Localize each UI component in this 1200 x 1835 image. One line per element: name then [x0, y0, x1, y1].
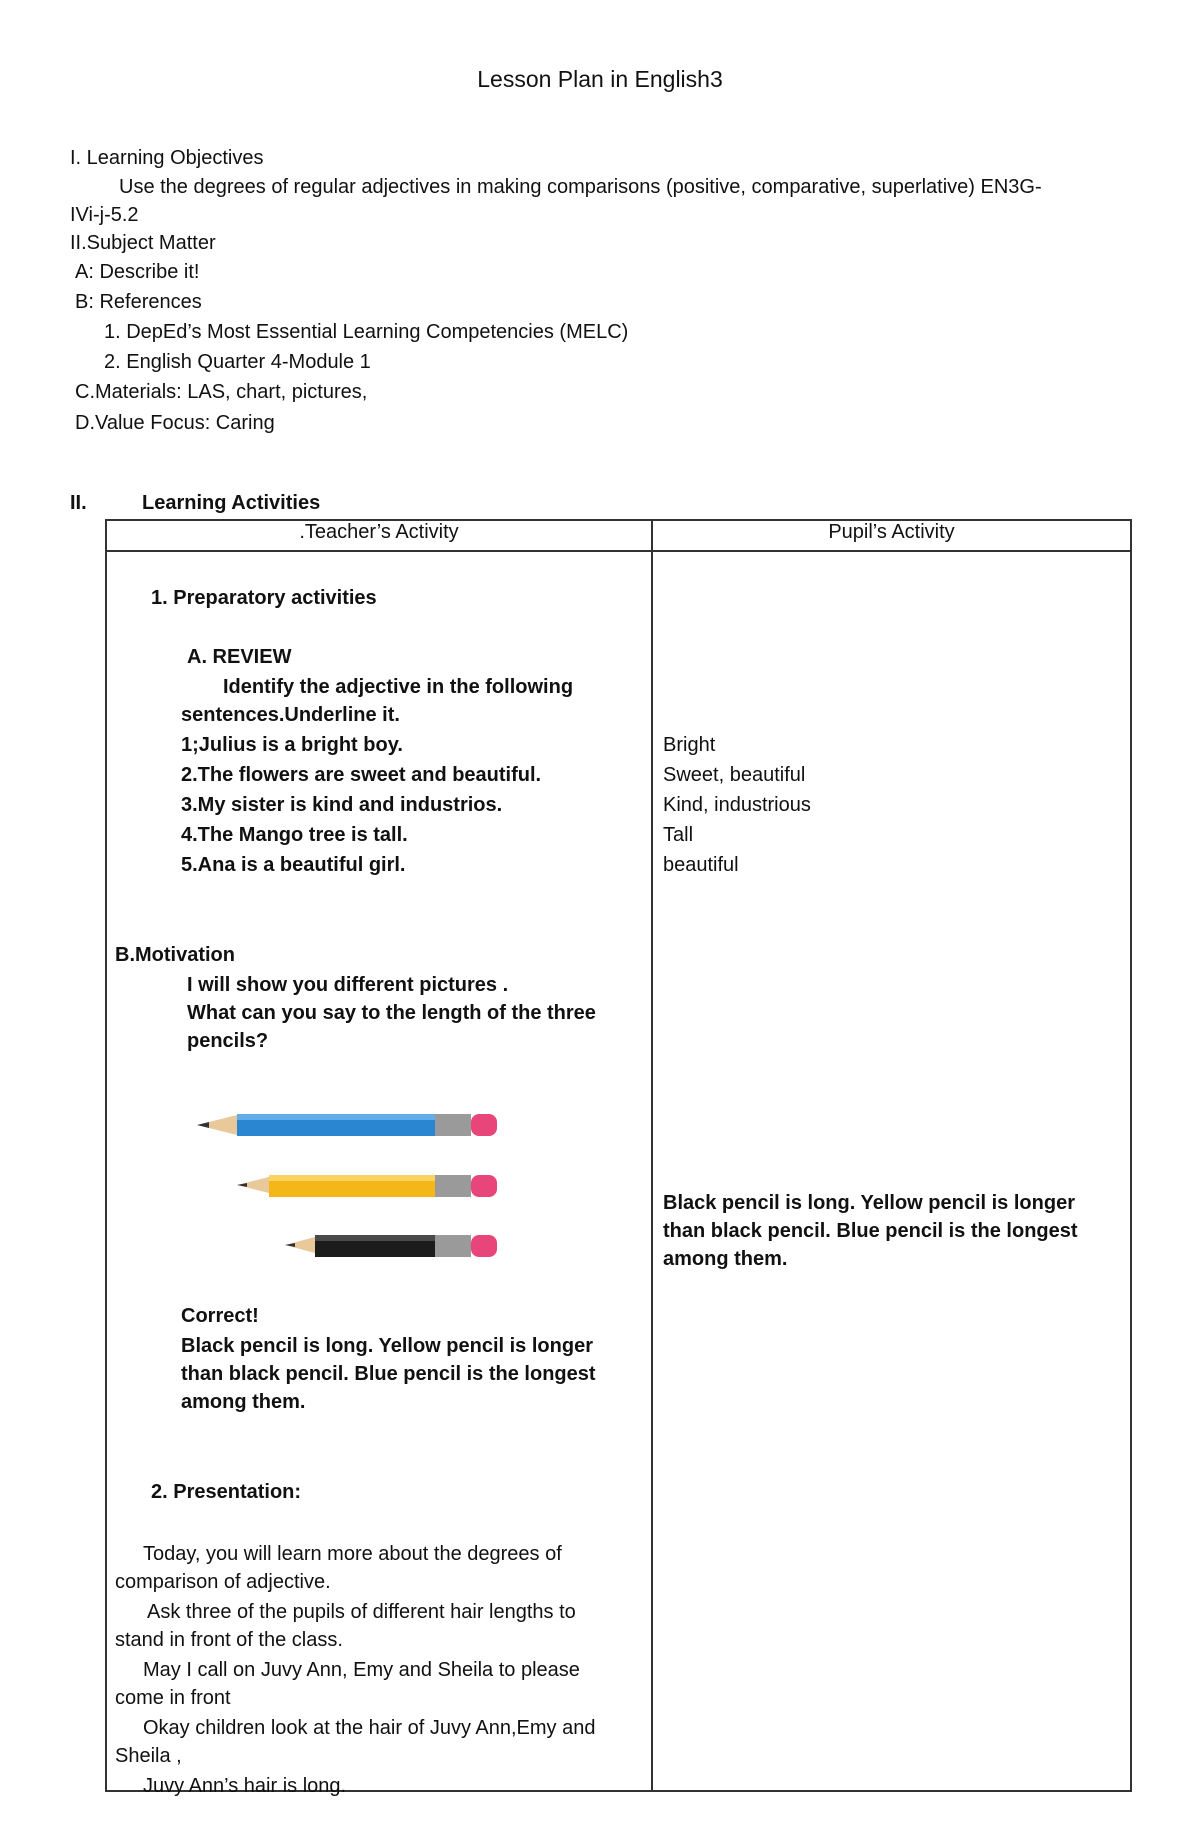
objectives-heading: I. Learning Objectives: [70, 147, 264, 169]
reference-2: 2. English Quarter 4-Module 1: [104, 351, 371, 373]
review-instruction-2: sentences.Underline it.: [181, 704, 400, 726]
review-sentence-3: 3.My sister is kind and industrios.: [181, 794, 503, 816]
review-sentence-4: 4.The Mango tree is tall.: [181, 824, 408, 846]
presentation-line-3b: come in front: [115, 1687, 231, 1709]
pupil-review-answer-1: Bright: [663, 734, 716, 756]
pupil-review-answer-2: Sweet, beautiful: [663, 764, 806, 786]
presentation-line-2b: stand in front of the class.: [115, 1629, 343, 1651]
pupil-motivation-answer-1: Black pencil is long. Yellow pencil is longer: [663, 1192, 1075, 1214]
presentation-line-4a: Okay children look at the hair of Juvy Ann,Emy and: [143, 1717, 596, 1739]
section-number: II.: [70, 492, 87, 514]
review-sentence-1: 1;Julius is a bright boy.: [181, 734, 403, 756]
teacher-column-header: .Teacher’s Activity: [106, 520, 652, 551]
review-sentence-2: 2.The flowers are sweet and beautiful.: [181, 764, 542, 786]
teacher-answer-line-2: than black pencil. Blue pencil is the longest: [181, 1363, 596, 1385]
reference-1: 1. DepEd’s Most Essential Learning Competencies (MELC): [104, 321, 629, 343]
motivation-line-3: pencils?: [187, 1030, 269, 1052]
teacher-answer-line-1: Black pencil is long. Yellow pencil is longer: [181, 1335, 593, 1357]
pupil-review-answer-5: beautiful: [663, 854, 739, 876]
blue-pencil: [197, 1114, 497, 1136]
presentation-line-4b: Sheila ,: [115, 1745, 182, 1767]
motivation-line-1: I will show you different pictures .: [187, 974, 509, 996]
review-sentence-5: 5.Ana is a beautiful girl.: [181, 854, 406, 876]
motivation-line-2: What can you say to the length of the three: [187, 1002, 596, 1024]
pupil-column-header: Pupil’s Activity: [652, 520, 1131, 551]
teacher-activity-cell: [106, 551, 652, 1797]
correct-label: Correct!: [181, 1305, 259, 1327]
presentation-heading: 2. Presentation:: [151, 1481, 302, 1503]
subject-b: B: References: [75, 291, 202, 313]
subject-matter-heading: II.Subject Matter: [70, 232, 216, 254]
document-title: Lesson Plan in English3: [477, 66, 723, 92]
subject-a: A: Describe it!: [75, 261, 200, 283]
pupil-motivation-answer-3: among them.: [663, 1248, 788, 1270]
presentation-line-1a: Today, you will learn more about the degrees of: [143, 1543, 562, 1565]
presentation-line-1b: comparison of adjective.: [115, 1571, 331, 1593]
activities-table: [105, 519, 1132, 1797]
pencils-picture: [197, 1102, 517, 1302]
objectives-text-1: Use the degrees of regular adjectives in making comparisons (positive, comparative, superlative) EN3G-: [119, 176, 1042, 198]
pupil-activity-cell: [652, 551, 1131, 1791]
black-pencil: [285, 1235, 497, 1257]
pupil-motivation-answer-2: than black pencil. Blue pencil is the longest: [663, 1220, 1078, 1242]
prep-heading: 1. Preparatory activities: [151, 587, 377, 609]
objectives-text-2: IVi-j-5.2: [70, 204, 139, 226]
teacher-answer-line-3: among them.: [181, 1391, 306, 1413]
presentation-line-3a: May I call on Juvy Ann, Emy and Sheila to please: [143, 1659, 580, 1681]
yellow-pencil: [237, 1175, 497, 1197]
motivation-heading: B.Motivation: [115, 944, 235, 966]
presentation-line-2a: Ask three of the pupils of different hair lengths to: [147, 1601, 576, 1623]
review-heading: A. REVIEW: [187, 646, 292, 668]
learning-activities-heading: [70, 492, 321, 515]
pupil-review-answer-3: Kind, industrious: [663, 794, 811, 816]
review-instruction-1: Identify the adjective in the following: [223, 676, 574, 698]
subject-d: D.Value Focus: Caring: [75, 412, 275, 434]
subject-c: C.Materials: LAS, chart, pictures,: [75, 381, 368, 403]
pupil-review-answer-4: Tall: [663, 824, 694, 846]
presentation-line-5: Juvy Ann’s hair is long.: [143, 1775, 347, 1797]
section-title: Learning Activities: [142, 492, 321, 514]
